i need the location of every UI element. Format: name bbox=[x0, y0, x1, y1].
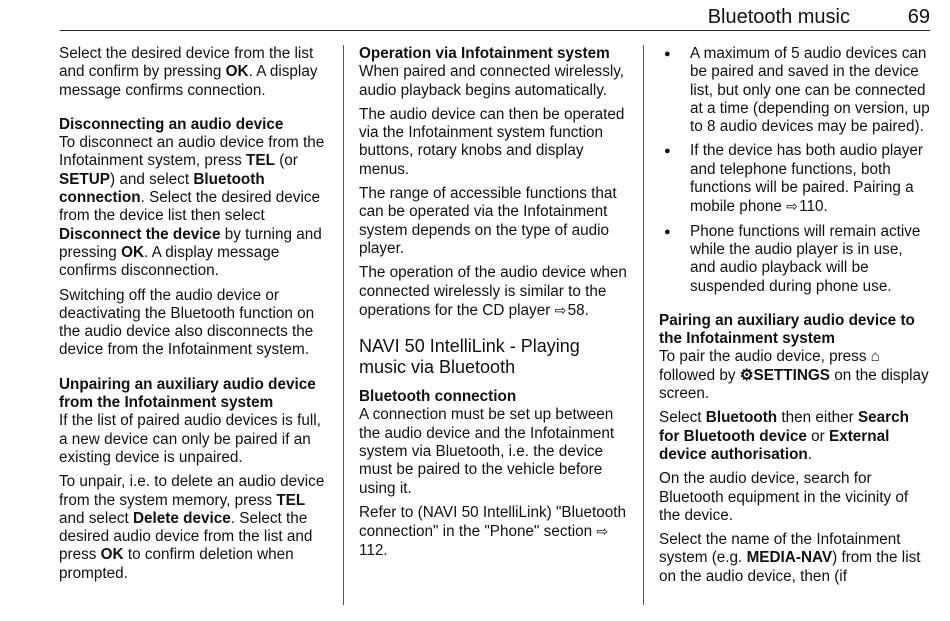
paragraph: To unpair, i.e. to delete an audio device from the system memory, press TEL and select Delete device. Select the desired audio device from the list and press OK to confirm deletion when prompted. bbox=[59, 473, 325, 582]
paragraph: To disconnect an audio device from the Infotainment system, press TEL (or SETUP) and select Bluetooth connection. Select the desired device from the device list then select Disconnect the device by turning and pressing OK. A display message confirms disconnection. bbox=[59, 134, 325, 280]
page-number: 69 bbox=[907, 6, 930, 28]
paragraph: When paired and connected wirelessly, audio playback begins automatically. bbox=[359, 63, 625, 99]
heading-pairing: Pairing an auxiliary audio device to the Infotainment system bbox=[659, 311, 915, 348]
gear-icon: ⚙ bbox=[739, 366, 754, 384]
paragraph: Select Bluetooth then either Search for Bluetooth device or External device authorisation. bbox=[659, 409, 909, 463]
paragraph: On the audio device, search for Bluetooth equipment in the vicinity of the device. bbox=[659, 470, 909, 524]
paragraph: To pair the audio device, press ⌂ followed by ⚙SETTINGS on the display screen. bbox=[659, 348, 929, 403]
list-item: ● If the device has both audio player and telephone functions, both functions will be paired. Pairing a mobile phone ⇨ 110. bbox=[659, 142, 931, 216]
paragraph: Select the name of the Infotainment system (e.g. MEDIA-NAV) from the list on the audio device, then (if bbox=[659, 531, 921, 585]
running-header bbox=[60, 0, 930, 31]
paragraph: Select the desired device from the list and confirm by pressing OK. A display message confirms connection. bbox=[59, 45, 318, 99]
arrow-reference-icon: ⇨ bbox=[786, 198, 798, 215]
heading-bluetooth-connection: Bluetooth connection bbox=[359, 388, 517, 406]
arrow-reference-icon: ⇨ bbox=[554, 301, 567, 318]
heading-operation: Operation via Infotainment system bbox=[359, 45, 610, 62]
list-item: ● A maximum of 5 audio devices can be paired and saved in the device list, but only one can be connected at a time (depending on version, up to 8 audio devices may be paired). bbox=[659, 45, 931, 136]
section-title: Bluetooth music bbox=[707, 6, 850, 28]
paragraph: Refer to (NAVI 50 IntelliLink) "Bluetooth connection" in the "Phone" section ⇨ 112. bbox=[359, 503, 627, 559]
column-2 bbox=[359, 45, 631, 566]
home-icon: ⌂ bbox=[870, 348, 880, 366]
column-1 bbox=[59, 45, 331, 589]
paragraph: The operation of the audio device when connected wirelessly is similar to the operations for the CD player ⇨ 58. bbox=[359, 264, 627, 319]
paragraph: A connection must be set up between the audio device and the Infotainment system via Bluetooth, i.e. the device must be paired to the vehicle before using it. bbox=[359, 406, 615, 497]
paragraph: The audio device can then be operated via the Infotainment system function buttons, rotary knobs and display menus. bbox=[359, 105, 625, 178]
bullet-list bbox=[659, 45, 931, 296]
column-divider bbox=[343, 45, 344, 605]
paragraph: If the list of paired audio devices is full, a new device can only be paired if an existing device is unpaired. bbox=[59, 412, 321, 466]
heading-disconnecting: Disconnecting an audio device bbox=[59, 115, 284, 133]
column-3 bbox=[659, 45, 931, 592]
arrow-reference-icon: ⇨ bbox=[596, 523, 609, 540]
heading-unpairing: Unpairing an auxiliary audio device from the Infotainment system bbox=[59, 375, 316, 412]
list-item: ● Phone functions will remain active while the audio player is in use, and audio playback will be suspended during phone use. bbox=[659, 223, 931, 296]
paragraph: Switching off the audio device or deactivating the Bluetooth function on the audio device also disconnects the device from the Infotainment system. bbox=[59, 286, 315, 359]
heading-navi50: NAVI 50 IntelliLink - Playing music via Bluetooth bbox=[359, 336, 580, 378]
column-divider bbox=[643, 45, 644, 605]
paragraph: The range of accessible functions that can be operated via the Infotainment system depends on the type of audio player. bbox=[359, 185, 617, 257]
